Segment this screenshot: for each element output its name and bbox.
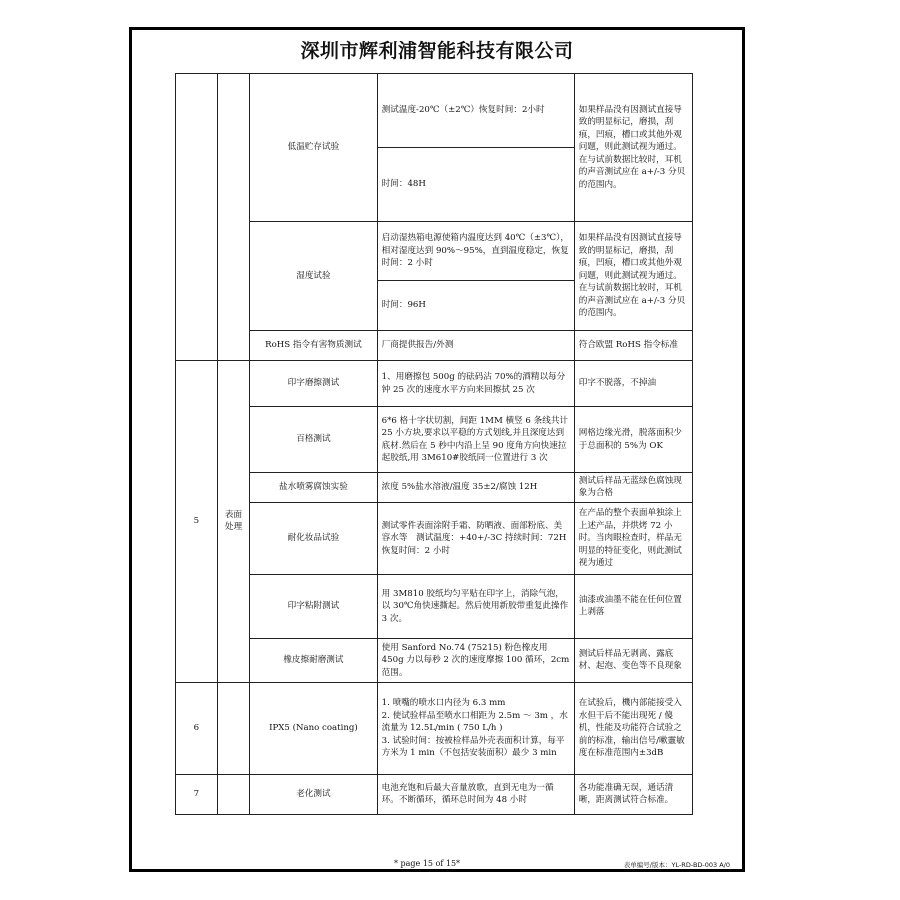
pass-criteria: 在试验后，機内部能接受入水但干后不能出现死 / 傻机，性能及功能符合试验之前的标准，输出信号/嗽靈敏度在标准范围内±3dB — [574, 682, 692, 774]
section-category-cell — [217, 682, 249, 774]
section-category: 表面处理 — [217, 361, 249, 683]
test-condition: 测试温度-20℃（±2℃）恢复时间：2小时 — [377, 74, 574, 148]
test-item-adhesion: 印字粘附测试 — [250, 574, 378, 638]
section-number: 6 — [176, 682, 218, 774]
table-row — [176, 407, 693, 473]
pass-criteria: 测试后样品无蓝绿色腐蚀现象为合格 — [574, 473, 692, 503]
pass-criteria: 如果样品没有因测试直接导致的明显标记，磨损，刮痕，凹痕，槽口或其他外观问题，则此测试视为通过。在与试前数据比较时，耳机的声音测试应在 a+/-3 分贝的范围内。 — [574, 222, 692, 331]
test-item-aging: 老化测试 — [250, 774, 378, 814]
pass-criteria: 测试后样品无剥离、露底材、起泡、变色等不良现象 — [574, 638, 692, 682]
test-spec-table — [175, 73, 693, 815]
test-condition: 时间：96H — [377, 281, 574, 331]
page-number: * page 15 of 15* — [394, 859, 461, 868]
test-condition: 电池充饱和后最大音量放歌，直到无电为一循环。不断循环，循环总时间为 48 小时 — [377, 774, 574, 814]
table-row — [176, 331, 693, 361]
test-item-humidity: 湿度试验 — [250, 222, 378, 331]
test-condition: 6*6 格十字状切割，间距 1MM 横竖 6 条线共计 25 小方块,要求以平稳的方式划线,并且深度达到底材.然后在 5 秒中内沿上呈 90 度角方向快速拉起胶纸,用 3M610#胶纸同一位置进行 3 次 — [377, 407, 574, 473]
pass-criteria: 各功能准确无误，通话清晰，距离测试符合标准。 — [574, 774, 692, 814]
document-page — [129, 27, 745, 872]
test-item-ipx5: IPX5 (Nano coating) — [250, 682, 378, 774]
test-item-eraser: 橡皮擦耐磨测试 — [250, 638, 378, 682]
pass-criteria: 在产品的整个表面单独涂上上述产品，并烘烤 72 小时。当肉眼检查时，样品无明显的特征变化，则此测试视为通过 — [574, 502, 692, 574]
form-number: 表单编号/版本：YL-RD-BD-003 A/0 — [623, 861, 730, 869]
test-condition: 浓度 5%盐水溶液/温度 35±2/腐蚀 12H — [377, 473, 574, 503]
section-category-cell — [217, 774, 249, 814]
test-item-rohs: RoHS 指令有害物质测试 — [250, 331, 378, 361]
test-condition: 时间：48H — [377, 148, 574, 222]
test-item-print-abrasion: 印字磨擦测试 — [250, 361, 378, 407]
test-condition: 启动湿热箱电源使箱内温度达到 40℃（±3℃），相对湿度达到 90%～95%，直到温度稳定，恢复时间：2 小时 — [377, 222, 574, 281]
table-row — [176, 502, 693, 574]
table-row — [176, 361, 693, 407]
section-number: 5 — [176, 361, 218, 683]
test-condition: 使用 Sanford No.74 (75215) 粉色橡皮用 450g 力以每秒 2 次的速度摩擦 100 循环，2cm 范围。 — [377, 638, 574, 682]
table-row — [176, 222, 693, 281]
test-condition: 厂商提供报告/外测 — [377, 331, 574, 361]
test-condition: 用 3M810 胶纸均匀平贴在印字上，消除气泡，以 30℃角快速撕起。然后使用新胶带重复此操作 3 次。 — [377, 574, 574, 638]
section-number: 7 — [176, 774, 218, 814]
table-row — [176, 774, 693, 814]
table-row — [176, 473, 693, 503]
section-number-cell — [176, 74, 218, 361]
section-category-cell — [217, 74, 249, 361]
test-condition: 1、用磨擦包 500g 的砝码沾 70%的酒精以每分钟 25 次的速度水平方向来回擦拭 25 次 — [377, 361, 574, 407]
pass-criteria: 符合欧盟 RoHS 指令标准 — [574, 331, 692, 361]
table-row — [176, 574, 693, 638]
test-item-salt-spray: 盐水喷雾腐蚀实验 — [250, 473, 378, 503]
table-row — [176, 682, 693, 774]
table-row — [176, 74, 693, 148]
test-item-cosmetics: 耐化妆品试验 — [250, 502, 378, 574]
test-condition: 1. 喷嘴的喷水口内径为 6.3 mm 2. 使试验样品至喷水口相距为 2.5m ～ 3m ，水流量为 12.5L/min ( 750 L/h ) 3. 试验时间：按被检样品外壳表面积计算，每平方米为 1 min（不包括安装面积）最少 3 min — [377, 682, 574, 774]
test-item-cross-cut: 百格测试 — [250, 407, 378, 473]
pass-criteria: 网格边缘光滑，脱落面积少于总面积的 5%为 OK — [574, 407, 692, 473]
table-row — [176, 638, 693, 682]
test-item-low-temp: 低温贮存试验 — [250, 74, 378, 222]
company-title: 深圳市辉利浦智能科技有限公司 — [300, 40, 574, 62]
test-condition: 测试零件表面涂附手霜、防晒液、面部粉底、美容水等 测试温度：+40+/-3C 持续时间：72H 恢复时间：2 小时 — [377, 502, 574, 574]
pass-criteria: 油漆或油墨不能在任何位置上剥落 — [574, 574, 692, 638]
pass-criteria: 如果样品没有因测试直接导致的明显标记，磨损，刮痕，凹痕，槽口或其他外观问题，则此测试视为通过。在与试前数据比较时，耳机的声音测试应在 a+/-3 分贝的范围内。 — [574, 74, 692, 222]
pass-criteria: 印字不脱落，不掉油 — [574, 361, 692, 407]
